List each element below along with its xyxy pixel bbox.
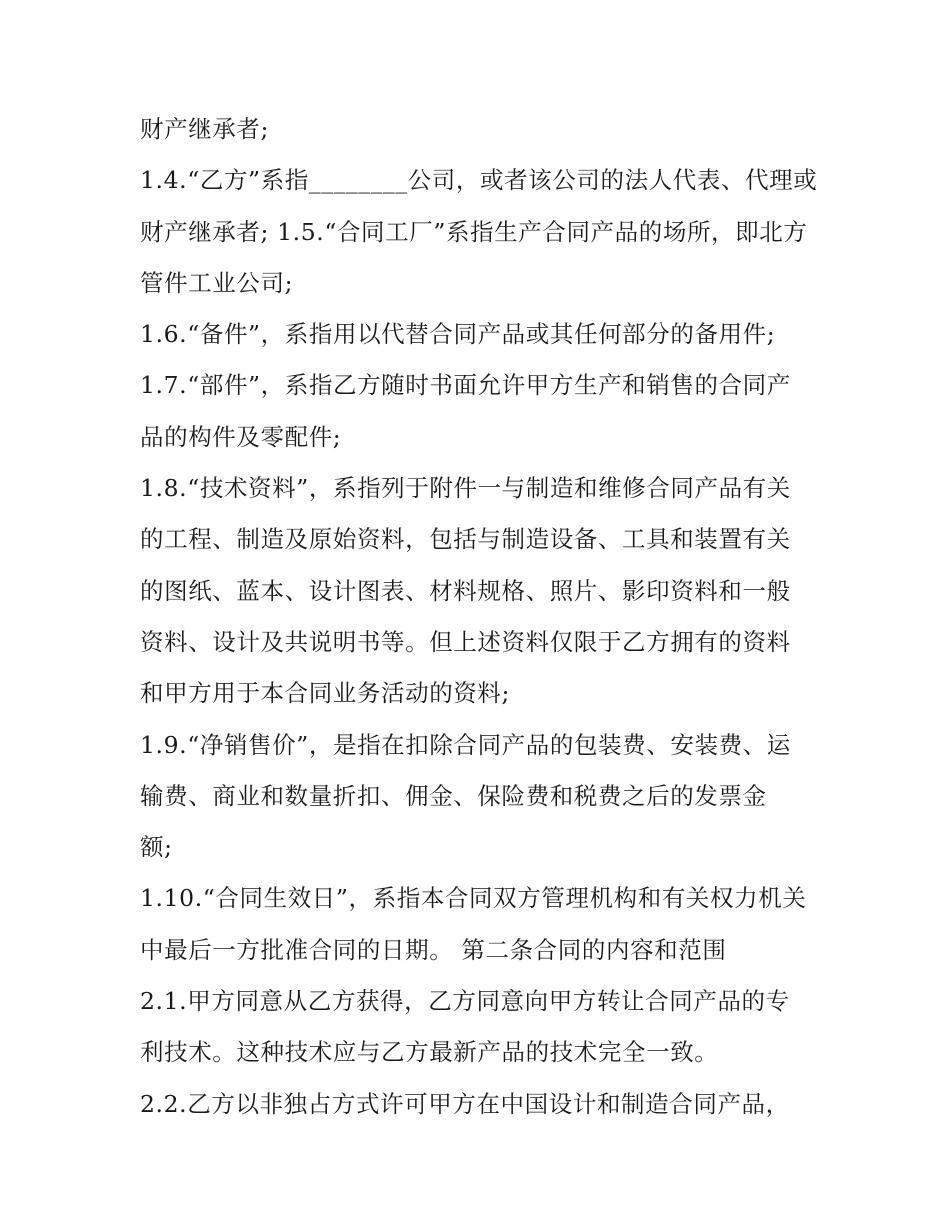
text-line-4: 管件工业公司; bbox=[140, 268, 294, 297]
text-line-7: 品的构件及零配件; bbox=[140, 422, 342, 451]
text-line-8: 1.8.“技术资料”，系指列于附件一与制造和维修合同产品有关 bbox=[140, 474, 791, 503]
text-line-10: 的图纸、蓝本、设计图表、材料规格、照片、影印资料和一般 bbox=[140, 576, 791, 605]
text-line-5: 1.6.“备件”，系指用以代替合同产品或其任何部分的备用件; bbox=[140, 320, 776, 349]
text-line-13: 1.9.“净销售价”，是指在扣除合同产品的包装费、安装费、运 bbox=[140, 730, 791, 759]
text-line-18: 2.1.甲方同意从乙方获得，乙方同意向甲方转让合同产品的专 bbox=[140, 987, 790, 1016]
text-line-14: 输费、商业和数量折扣、佣金、保险费和税费之后的发票金 bbox=[140, 781, 767, 810]
text-line-15: 额; bbox=[140, 833, 173, 862]
text-line-12: 和甲方用于本合同业务活动的资料; bbox=[140, 679, 511, 708]
text-line-1: 财产继承者; bbox=[140, 115, 270, 143]
text-line-6: 1.7.“部件”，系指乙方随时书面允许甲方生产和销售的合同产 bbox=[140, 371, 791, 400]
text-line-17: 中最后一方批准合同的日期。 第二条合同的内容和范围 bbox=[140, 935, 727, 964]
text-line-3: 财产继承者; 1.5.“合同工厂”系指生产合同产品的场所，即北方 bbox=[140, 217, 808, 246]
text-line-9: 的工程、制造及原始资料，包括与制造设备、工具和装置有关 bbox=[140, 525, 791, 554]
text-line-19: 利技术。这种技术应与乙方最新产品的技术完全一致。 bbox=[140, 1038, 719, 1067]
contract-body-text bbox=[140, 104, 820, 1130]
text-line-16: 1.10.“合同生效日”，系指本合同双方管理机构和有关权力机关 bbox=[140, 884, 807, 913]
text-line-2: 1.4.“乙方”系指________公司，或者该公司的法人代表、代理或 bbox=[140, 166, 818, 195]
text-line-11: 资料、设计及共说明书等。但上述资料仅限于乙方拥有的资料 bbox=[140, 627, 791, 656]
text-line-20: 2.2.乙方以非独占方式许可甲方在中国设计和制造合同产品， bbox=[140, 1089, 790, 1118]
